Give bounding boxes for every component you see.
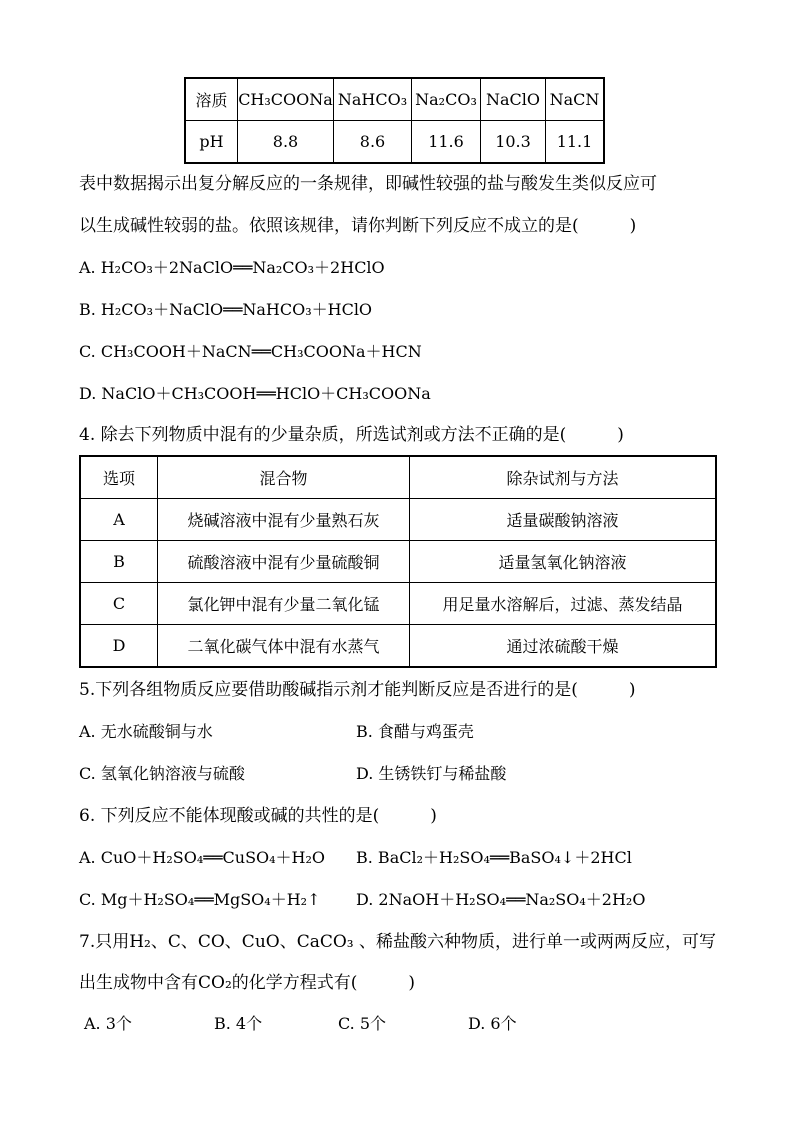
q7-stem-line1: 7.只用H₂、C、CO、CuO、CaCO₃ 、稀盐酸六种物质，进行单一或两两反应，可写: [79, 932, 717, 952]
q7-option-c: C. 5个: [338, 1014, 387, 1033]
table-cell: 10.3: [481, 121, 546, 164]
impurity-table: [79, 455, 717, 668]
table-cell: pH: [185, 121, 238, 164]
q3-option-b: B. H₂CO₃＋NaClO══NaHCO₃＋HClO: [79, 300, 373, 319]
table-cell: 硫酸溶液中混有少量硫酸铜: [158, 541, 410, 583]
table-cell: 溶质: [185, 78, 238, 121]
table-cell: Na₂CO₃: [412, 78, 481, 121]
q3-option-a: A. H₂CO₃＋2NaClO══Na₂CO₃＋2HClO: [79, 258, 385, 277]
q7-option-d: D. 6个: [468, 1014, 517, 1033]
table-cell: A: [80, 499, 158, 541]
table-cell: 通过浓硫酸干燥: [410, 625, 717, 668]
table-cell: 11.1: [546, 121, 605, 164]
table-cell: 适量氢氧化钠溶液: [410, 541, 717, 583]
table-cell: 适量碳酸钠溶液: [410, 499, 717, 541]
table-header-row: [80, 456, 716, 499]
q5-option-b: B. 食醋与鸡蛋壳: [356, 722, 474, 741]
table-cell: NaHCO₃: [334, 78, 412, 121]
table-row: [80, 625, 716, 668]
q3-option-d: D. NaClO＋CH₃COOH══HClO＋CH₃COONa: [79, 384, 431, 403]
q4-stem: 4. 除去下列物质中混有的少量杂质，所选试剂或方法不正确的是( ): [79, 425, 624, 445]
q3-option-c: C. CH₃COOH＋NaCN══CH₃COONa＋HCN: [79, 342, 422, 361]
table-cell: NaClO: [481, 78, 546, 121]
table-cell: 用足量水溶解后，过滤、蒸发结晶: [410, 583, 717, 625]
q6-option-b: B. BaCl₂＋H₂SO₄══BaSO₄↓＋2HCl: [356, 848, 632, 867]
q5-stem: 5.下列各组物质反应要借助酸碱指示剂才能判断反应是否进行的是( ): [79, 680, 636, 700]
q3-stem-line2: 以生成碱性较弱的盐。依照该规律，请你判断下列反应不成立的是( ): [79, 216, 637, 236]
table-row: [80, 583, 716, 625]
q7-option-b: B. 4个: [214, 1014, 263, 1033]
table-row: [80, 541, 716, 583]
q7-stem-line2: 出生成物中含有CO₂的化学方程式有( ): [79, 973, 416, 993]
table-cell: B: [80, 541, 158, 583]
q6-stem: 6. 下列反应不能体现酸或碱的共性的是( ): [79, 806, 437, 826]
table-cell: NaCN: [546, 78, 605, 121]
table-cell: 烧碱溶液中混有少量熟石灰: [158, 499, 410, 541]
q6-option-c: C. Mg＋H₂SO₄══MgSO₄＋H₂↑: [79, 890, 321, 909]
q5-option-d: D. 生锈铁钉与稀盐酸: [356, 764, 507, 783]
ph-table: [184, 77, 605, 164]
table-row: [185, 78, 604, 121]
table-header-cell: 除杂试剂与方法: [410, 456, 717, 499]
q3-stem-line1: 表中数据揭示出复分解反应的一条规律，即碱性较强的盐与酸发生类似反应可: [79, 174, 657, 194]
table-row: [80, 499, 716, 541]
q6-option-d: D. 2NaOH＋H₂SO₄══Na₂SO₄＋2H₂O: [356, 890, 646, 909]
table-cell: 氯化钾中混有少量二氧化锰: [158, 583, 410, 625]
q5-option-c: C. 氢氧化钠溶液与硫酸: [79, 764, 245, 783]
table-cell: 8.8: [238, 121, 334, 164]
q5-option-a: A. 无水硫酸铜与水: [79, 722, 213, 741]
q6-option-a: A. CuO＋H₂SO₄══CuSO₄＋H₂O: [79, 848, 326, 867]
table-cell: D: [80, 625, 158, 668]
table-cell: 二氧化碳气体中混有水蒸气: [158, 625, 410, 668]
table-row: [185, 121, 604, 164]
table-cell: C: [80, 583, 158, 625]
table-cell: CH₃COONa: [238, 78, 334, 121]
table-cell: 11.6: [412, 121, 481, 164]
table-header-cell: 选项: [80, 456, 158, 499]
q7-option-a: A. 3个: [84, 1014, 132, 1033]
table-cell: 8.6: [334, 121, 412, 164]
table-header-cell: 混合物: [158, 456, 410, 499]
